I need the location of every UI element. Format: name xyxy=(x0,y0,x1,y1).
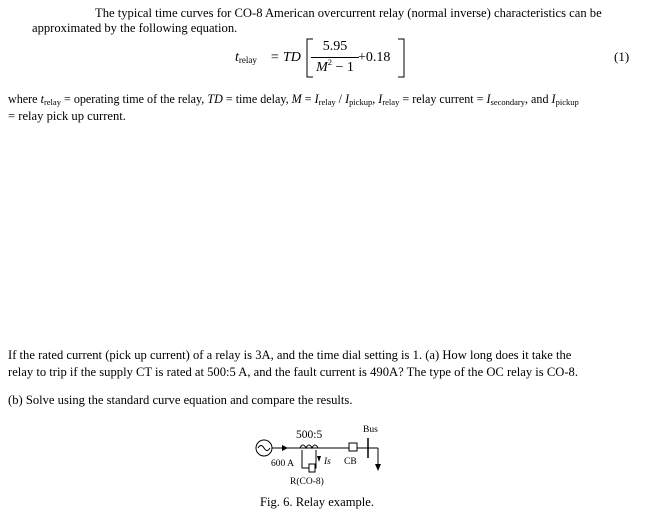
relay-label: R(CO-8) xyxy=(290,477,324,487)
is-label: Is xyxy=(324,457,331,467)
problem-part-b: (b) Solve using the standard curve equation and compare the results. xyxy=(8,393,353,407)
figure-caption: Fig. 6. Relay example. xyxy=(260,495,375,509)
bus-label: Bus xyxy=(363,425,378,435)
definitions-line-1: where $t_{relay}$ = operating time of the relay, TD = time delay, $M = I_{relay} / I_{pickup}$, $I_{relay}$ = relay current = $I_{secondary}$, and $I_{pickup}$ xyxy=(8,92,579,107)
current-arrow-icon xyxy=(282,445,288,451)
equation-denominator: $M^2 - 1$ xyxy=(316,57,354,75)
relay-icon xyxy=(309,464,315,472)
equation-1 xyxy=(230,33,420,81)
fraction-bar xyxy=(311,57,359,58)
definitions-line-2: = relay pick up current. xyxy=(8,109,126,123)
intro-line-1: The typical time curves for CO-8 American overcurrent relay (normal inverse) characteristics can be xyxy=(95,6,602,20)
circuit-breaker-icon xyxy=(349,443,357,451)
source-current-label: 600 A xyxy=(271,459,294,469)
load-arrow-icon xyxy=(375,464,381,471)
intro-line-2: approximated by the following equation. xyxy=(32,21,238,35)
ct-ratio-label: 500:5 xyxy=(296,429,323,441)
relay-circuit-diagram xyxy=(248,418,398,493)
equation-lhs: $t_{relay}$ xyxy=(235,50,257,65)
right-bracket xyxy=(396,38,406,78)
problem-line-1: If the rated current (pick up current) of a relay is 3A, and the time dial setting is 1. (a) How long does it take the xyxy=(8,348,572,362)
cb-label: CB xyxy=(344,457,357,467)
equation-constant: +0.18 xyxy=(358,50,391,65)
sine-wave-icon xyxy=(258,446,270,451)
equation-number: (1) xyxy=(614,49,630,64)
is-arrow-icon xyxy=(317,456,321,462)
problem-line-2: relay to trip if the supply CT is rated at 500:5 A, and the fault current is 490A? The type of the OC relay is CO-8. xyxy=(8,365,578,379)
equation-numerator: 5.95 xyxy=(322,39,348,54)
ct-secondary-wire xyxy=(302,450,309,468)
equation-equals-td: = TD xyxy=(270,50,301,65)
